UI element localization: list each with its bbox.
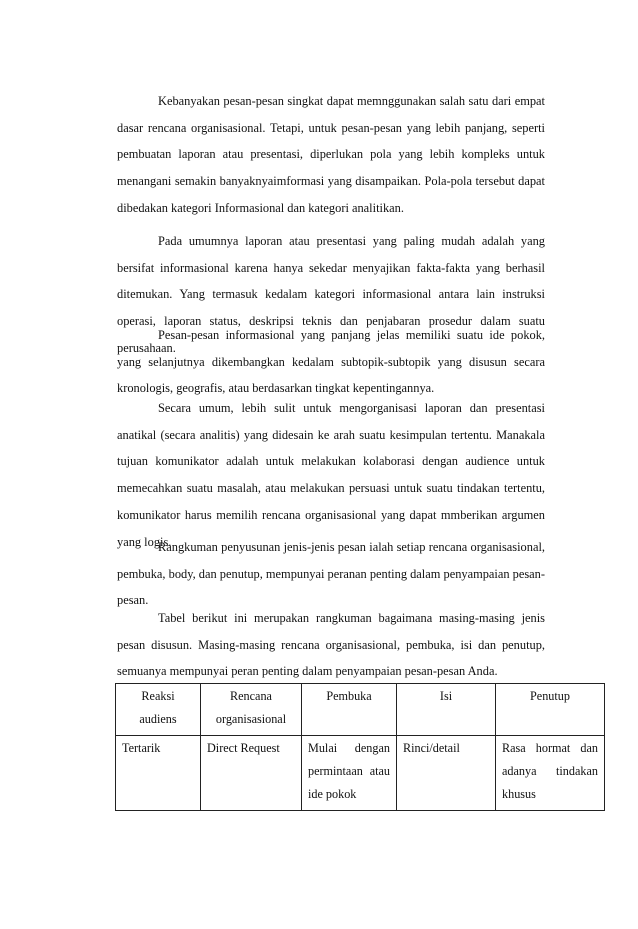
paragraph-6: Tabel berikut ini merupakan rangkuman bagaimana masing-masing jenis pesan disusun. Masing-masing rencana organisasional, pembuka, isi dan penutup, semuanya mempunyai peran penting dalam penyampaian pesan-pesan Anda. [117, 611, 545, 679]
header-penutup: Penutup [496, 684, 605, 736]
paragraph-3: Pesan-pesan informasional yang panjang jelas memiliki suatu ide pokok, yang selanjutnya dikembangkan kedalam subtopik-subtopik yang disusun secara kronologis, geografis, atau berdasarkan tingkat kepentingannya. [117, 328, 545, 396]
header-pembuka: Pembuka [302, 684, 397, 736]
header-isi: Isi [397, 684, 496, 736]
cell-reaksi-audiens: Tertarik [116, 736, 201, 811]
cell-penutup: Rasa hormat dan adanya tindakan khusus [496, 736, 605, 811]
paragraph-5: Rangkuman penyusunan jenis-jenis pesan ialah setiap rencana organisasional, pembuka, body, dan penutup, mempunyai peranan penting dalam penyampaian pesan-pesan. [117, 540, 545, 608]
cell-isi: Rinci/detail [397, 736, 496, 811]
table-row [116, 736, 605, 811]
header-rencana-organisasional: Rencana organisasional [201, 684, 302, 736]
paragraph-4: Secara umum, lebih sulit untuk mengorganisasi laporan dan presentasi anatikal (secara analitis) yang didesain ke arah suatu kesimpulan tertentu. Manakala tujuan komunikator adalah untuk melakukan kolaborasi dengan audience untuk memecahkan suatu masalah, atau melakukan persuasi untuk suatu tindakan tertentu, komunikator harus memilih rencana organisasional yang dapat mmberikan argumen yang logis. [117, 401, 545, 549]
paragraph-1: Kebanyakan pesan-pesan singkat dapat memnggunakan salah satu dari empat dasar rencana organisasional. Tetapi, untuk pesan-pesan yang lebih panjang, seperti pembuatan laporan atau presentasi, diperlukan pola yang lebih kompleks untuk menangani semakin banyaknyaimformasi yang disampaikan. Pola-pola tersebut dapat dibedakan kategori Informasional dan kategori analitikan. [117, 94, 545, 215]
summary-table [115, 683, 605, 811]
paragraph-2: Pada umumnya laporan atau presentasi yang paling mudah adalah yang bersifat informasional karena hanya sekedar menyajikan fakta-fakta yang berhasil ditemukan. Yang termasuk kedalam kategori informasional antara lain instruksi operasi, laporan status, deskripsi teknis dan penjabaran prosedur dalam suatu perusahaan. [117, 234, 545, 355]
cell-rencana-organisasional: Direct Request [201, 736, 302, 811]
cell-pembuka: Mulai dengan permintaan atau ide pokok [302, 736, 397, 811]
header-reaksi-audiens: Reaksi audiens [116, 684, 201, 736]
table-header-row [116, 684, 605, 736]
